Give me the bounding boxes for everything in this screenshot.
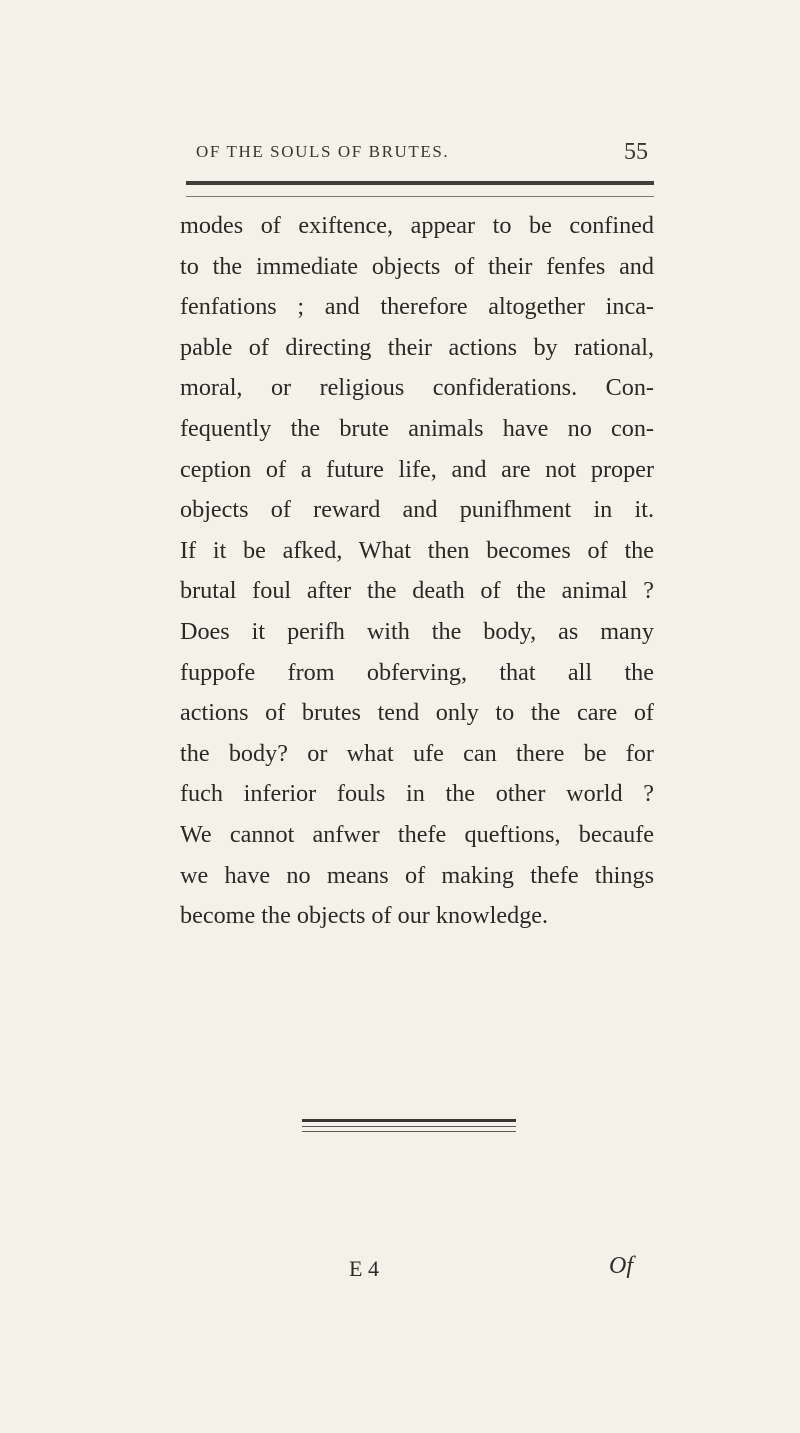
text-line: If it be afked, What then becomes of the (180, 536, 654, 564)
text-line: the body? or what ufe can there be for (180, 739, 654, 767)
running-title: OF THE SOULS OF BRUTES. (196, 142, 450, 161)
section-end-rule (302, 1131, 516, 1132)
text-line: pable of directing their actions by rational, (180, 333, 654, 361)
header-rule-thin (186, 196, 654, 197)
text-line: actions of brutes tend only to the care of (180, 699, 654, 727)
section-end-rule (302, 1126, 516, 1127)
text-line: fequently the brute animals have no con- (180, 414, 654, 442)
text-line: We cannot anfwer thefe queftions, becaufe (180, 820, 654, 848)
catchword: Of (609, 1253, 633, 1279)
text-line: we have no means of making thefe things (180, 861, 654, 889)
section-end-rule (302, 1119, 516, 1122)
header-rule-thick (186, 181, 654, 185)
text-line: fuch inferior fouls in the other world ? (180, 780, 654, 808)
text-line: brutal foul after the death of the animal ? (180, 577, 654, 605)
text-line: modes of exiftence, appear to be confined (180, 212, 654, 239)
text-line: moral, or religious confiderations. Con- (180, 374, 654, 402)
text-line: ception of a future life, and are not proper (180, 455, 654, 483)
text-line: become the objects of our knowledge. (180, 902, 549, 930)
text-line: fenfations ; and therefore altogether inca- (180, 293, 654, 321)
page-number: 55 (624, 139, 648, 165)
body-text (180, 206, 654, 937)
text-line: to the immediate objects of their fenfes and (180, 252, 654, 280)
text-line: Does it perifh with the body, as many (180, 617, 654, 645)
signature-mark: E 4 (349, 1256, 379, 1281)
text-line: fuppofe from obferving, that all the (180, 658, 654, 686)
running-head (196, 139, 656, 172)
text-line: objects of reward and punifhment in it. (180, 496, 654, 524)
